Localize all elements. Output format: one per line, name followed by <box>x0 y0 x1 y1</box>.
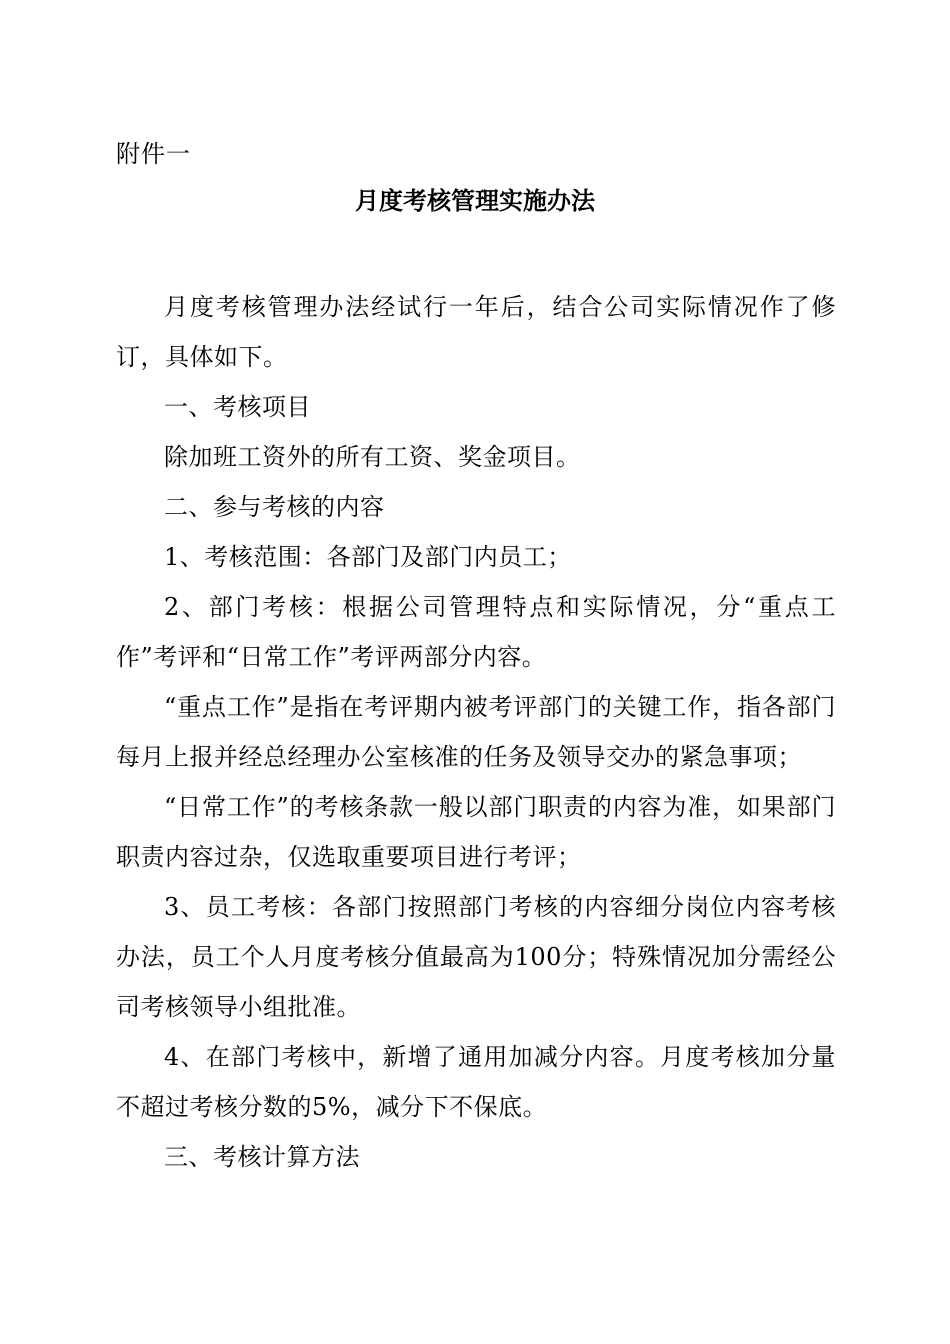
section-heading-2: 二、参与考核的内容 <box>164 493 385 521</box>
paragraph-assessment-items: 除加班工资外的所有工资、奖金项目。 <box>164 443 581 471</box>
paragraph-item-2: 2、部门考核：根据公司管理特点和实际情况，分“重点工作”考评和“日常工作”考评两部分内容。 <box>116 593 836 671</box>
paragraph-item-4: 4、在部门考核中，新增了通用加减分内容。月度考核加分量不超过考核分数的5%，减分下不保底。 <box>116 1043 836 1121</box>
paragraph-item-1: 1、考核范围：各部门及部门内员工； <box>164 543 572 571</box>
document-title: 月度考核管理实施办法 <box>355 187 595 215</box>
section-heading-3: 三、考核计算方法 <box>164 1143 360 1171</box>
section-heading-1: 一、考核项目 <box>164 393 311 421</box>
attachment-label: 附件一 <box>116 140 191 168</box>
paragraph-intro: 月度考核管理办法经试行一年后，结合公司实际情况作了修订，具体如下。 <box>116 293 836 371</box>
paragraph-daily-work: “日常工作”的考核条款一般以部门职责的内容为准，如果部门职责内容过杂，仅选取重要项目进行考评； <box>116 793 836 871</box>
paragraph-key-work: “重点工作”是指在考评期内被考评部门的关键工作，指各部门每月上报并经总经理办公室核准的任务及领导交办的紧急事项； <box>116 693 836 771</box>
document-body <box>116 282 836 1182</box>
paragraph-item-3: 3、员工考核：各部门按照部门考核的内容细分岗位内容考核办法，员工个人月度考核分值最高为100分；特殊情况加分需经公司考核领导小组批准。 <box>116 893 836 1021</box>
